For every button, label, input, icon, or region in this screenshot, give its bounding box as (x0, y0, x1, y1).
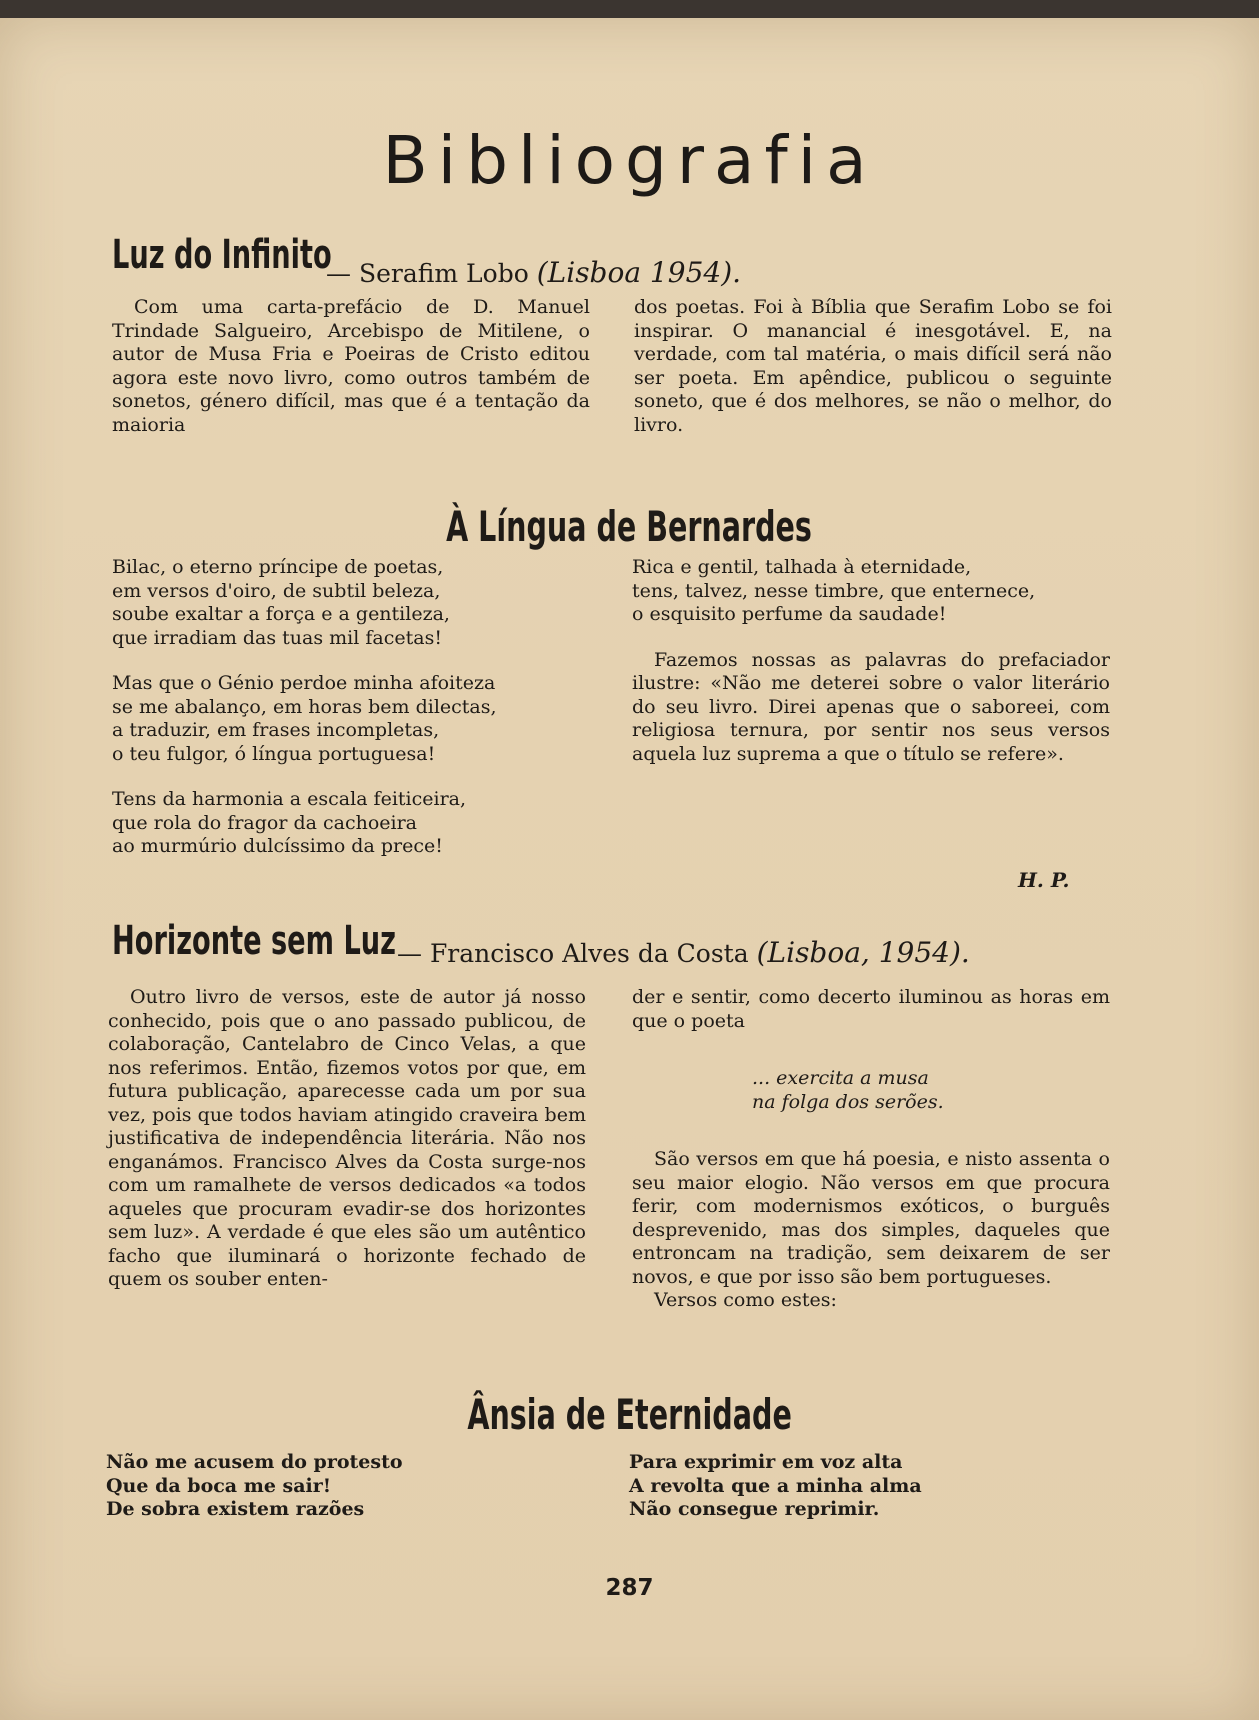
poem-line: em versos d'oiro, de subtil beleza, (112, 579, 441, 602)
poem-line: soube exaltar a força e a gentileza, (112, 603, 450, 625)
poem-line: Rica e gentil, talhada à eternidade, (632, 556, 972, 578)
publication-place: (Lisboa 1954). (536, 256, 742, 289)
signature: H. P. (1018, 868, 1070, 892)
poem-line: De sobra existem razões (106, 1498, 365, 1520)
review2-right-column (632, 986, 1110, 1313)
poem-title (0, 1390, 1259, 1439)
poem-title-text: Ânsia de Eternidade (467, 1390, 792, 1439)
book-byline (326, 256, 741, 289)
poem-line: se me abalanço, em horas bem dilectas, (112, 695, 497, 718)
poem-line: a traduzir, em frases incompletas, (112, 719, 440, 741)
poem-line: tens, talvez, nesse timbre, que enternece, (632, 579, 1036, 602)
review-text: Outro livro de versos, este de autor já nosso conhecido, pois que o ano passado publicou, de colaboração, Cantelabro de Cinco Velas, a que nos referimos. Então, fizemos votos por que, em futura publicação, aparecesse cada um por sua vez, pois que todos haviam atingido craveira bem justificativa de independência literária. Não nos enganámos. Francisco Alves da Costa surge-nos com um ramalhete de versos dedicados «a todos aqueles que procuram evadir-se dos horizontes sem luz». A verdade é que eles são um autêntico facho que iluminará o horizonte fechado de quem os souber enten- (108, 986, 586, 1290)
quote-line: ... exercita a musa (752, 1067, 929, 1089)
poem-title-text: À Língua de Bernardes (446, 502, 813, 551)
review-comment: Fazemos nossas as palavras do prefaciador ilustre: «Não me deterei sobre o valor literário do seu livro. Direi apenas que o saboreei, com religiosa ternura, por sentir nos seus versos aquela luz suprema a que o título se refere». (632, 648, 1110, 765)
poem-stanza (112, 788, 592, 859)
review-text: dos poetas. Foi à Bíblia que Serafim Lobo se foi inspirar. O manancial é inesgotável. E, na verdade, com tal matéria, o mais difícil será não ser poeta. Em apêndice, publicou o seguinte soneto, que é dos melhores, se não o melhor, do livro. (634, 296, 1112, 436)
poem-line: Para exprimir em voz alta (629, 1451, 903, 1473)
poem1-left-column (112, 556, 592, 881)
author-name: — Francisco Alves da Costa (397, 939, 749, 968)
poem-line: Bilac, o eterno príncipe de poetas, (112, 556, 444, 578)
page-title: Bibliografia (382, 122, 877, 199)
poem1-right-column (632, 556, 1110, 766)
poem-line: Que da boca me sair! (106, 1474, 332, 1497)
poem-title (0, 502, 1259, 551)
poem-line: ao murmúrio dulcíssimo da prece! (112, 835, 443, 857)
poem-line: que rola do fragor da cachoeira (112, 811, 418, 834)
review-text: Com uma carta-prefácio de D. Manuel Trindade Salgueiro, Arcebispo de Mitilene, o autor de Musa Fria e Poeiras de Cristo editou agora este novo livro, como outros também de sonetos, género difícil, mas que é a tentação da maioria (112, 296, 590, 436)
review-heading-horizonte-sem-luz (112, 918, 970, 969)
poem2-right-column (629, 1451, 1089, 1522)
review-text: São versos em que há poesia, e nisto assenta o seu maior elogio. Não versos em que procura ferir, com modernismos exóticos, o burguês desprevenido, mas dos simples, daqueles que entroncam na tradição, sem deixarem de ser novos, e que por isso são bem portugueses. (632, 1148, 1110, 1288)
poem-line: que irradiam das tuas mil facetas! (112, 626, 442, 649)
review-heading-luz-do-infinito (112, 232, 742, 289)
quote-line: na folga dos serões. (752, 1090, 944, 1113)
poem-line: Não me acusem do protesto (106, 1451, 403, 1473)
verse-quote (752, 1067, 1110, 1114)
review1-right-column (634, 296, 1112, 437)
review2-left-column (108, 986, 586, 1292)
poem2-left-column (106, 1451, 566, 1522)
poem-stanza (112, 672, 592, 766)
poem-line: Tens da harmonia a escala feiticeira, (112, 788, 467, 810)
poem-stanza (632, 556, 1110, 627)
poem-line: A revolta que a minha alma (629, 1474, 922, 1497)
review-text: Versos como estes: (654, 1289, 837, 1311)
poem-line: o teu fulgor, ó língua portuguesa! (112, 742, 436, 765)
book-title: Horizonte sem Luz (112, 918, 396, 964)
poem-line: Mas que o Génio perdoe minha afoiteza (112, 672, 496, 694)
review-text: der e sentir, como decerto iluminou as horas em que o poeta (632, 986, 1110, 1032)
review1-left-column (112, 296, 590, 437)
poem-stanza (112, 556, 592, 650)
book-byline (397, 936, 970, 969)
publication-place: (Lisboa, 1954). (756, 936, 970, 969)
book-title: Luz do Infinito (112, 232, 332, 278)
poem-line: Não consegue reprimir. (629, 1498, 880, 1520)
page (0, 18, 1259, 1720)
author-name: — Serafim Lobo (326, 259, 529, 288)
poem-line: o esquisito perfume da saudade! (632, 603, 947, 625)
page-number: 287 (605, 1575, 654, 1601)
